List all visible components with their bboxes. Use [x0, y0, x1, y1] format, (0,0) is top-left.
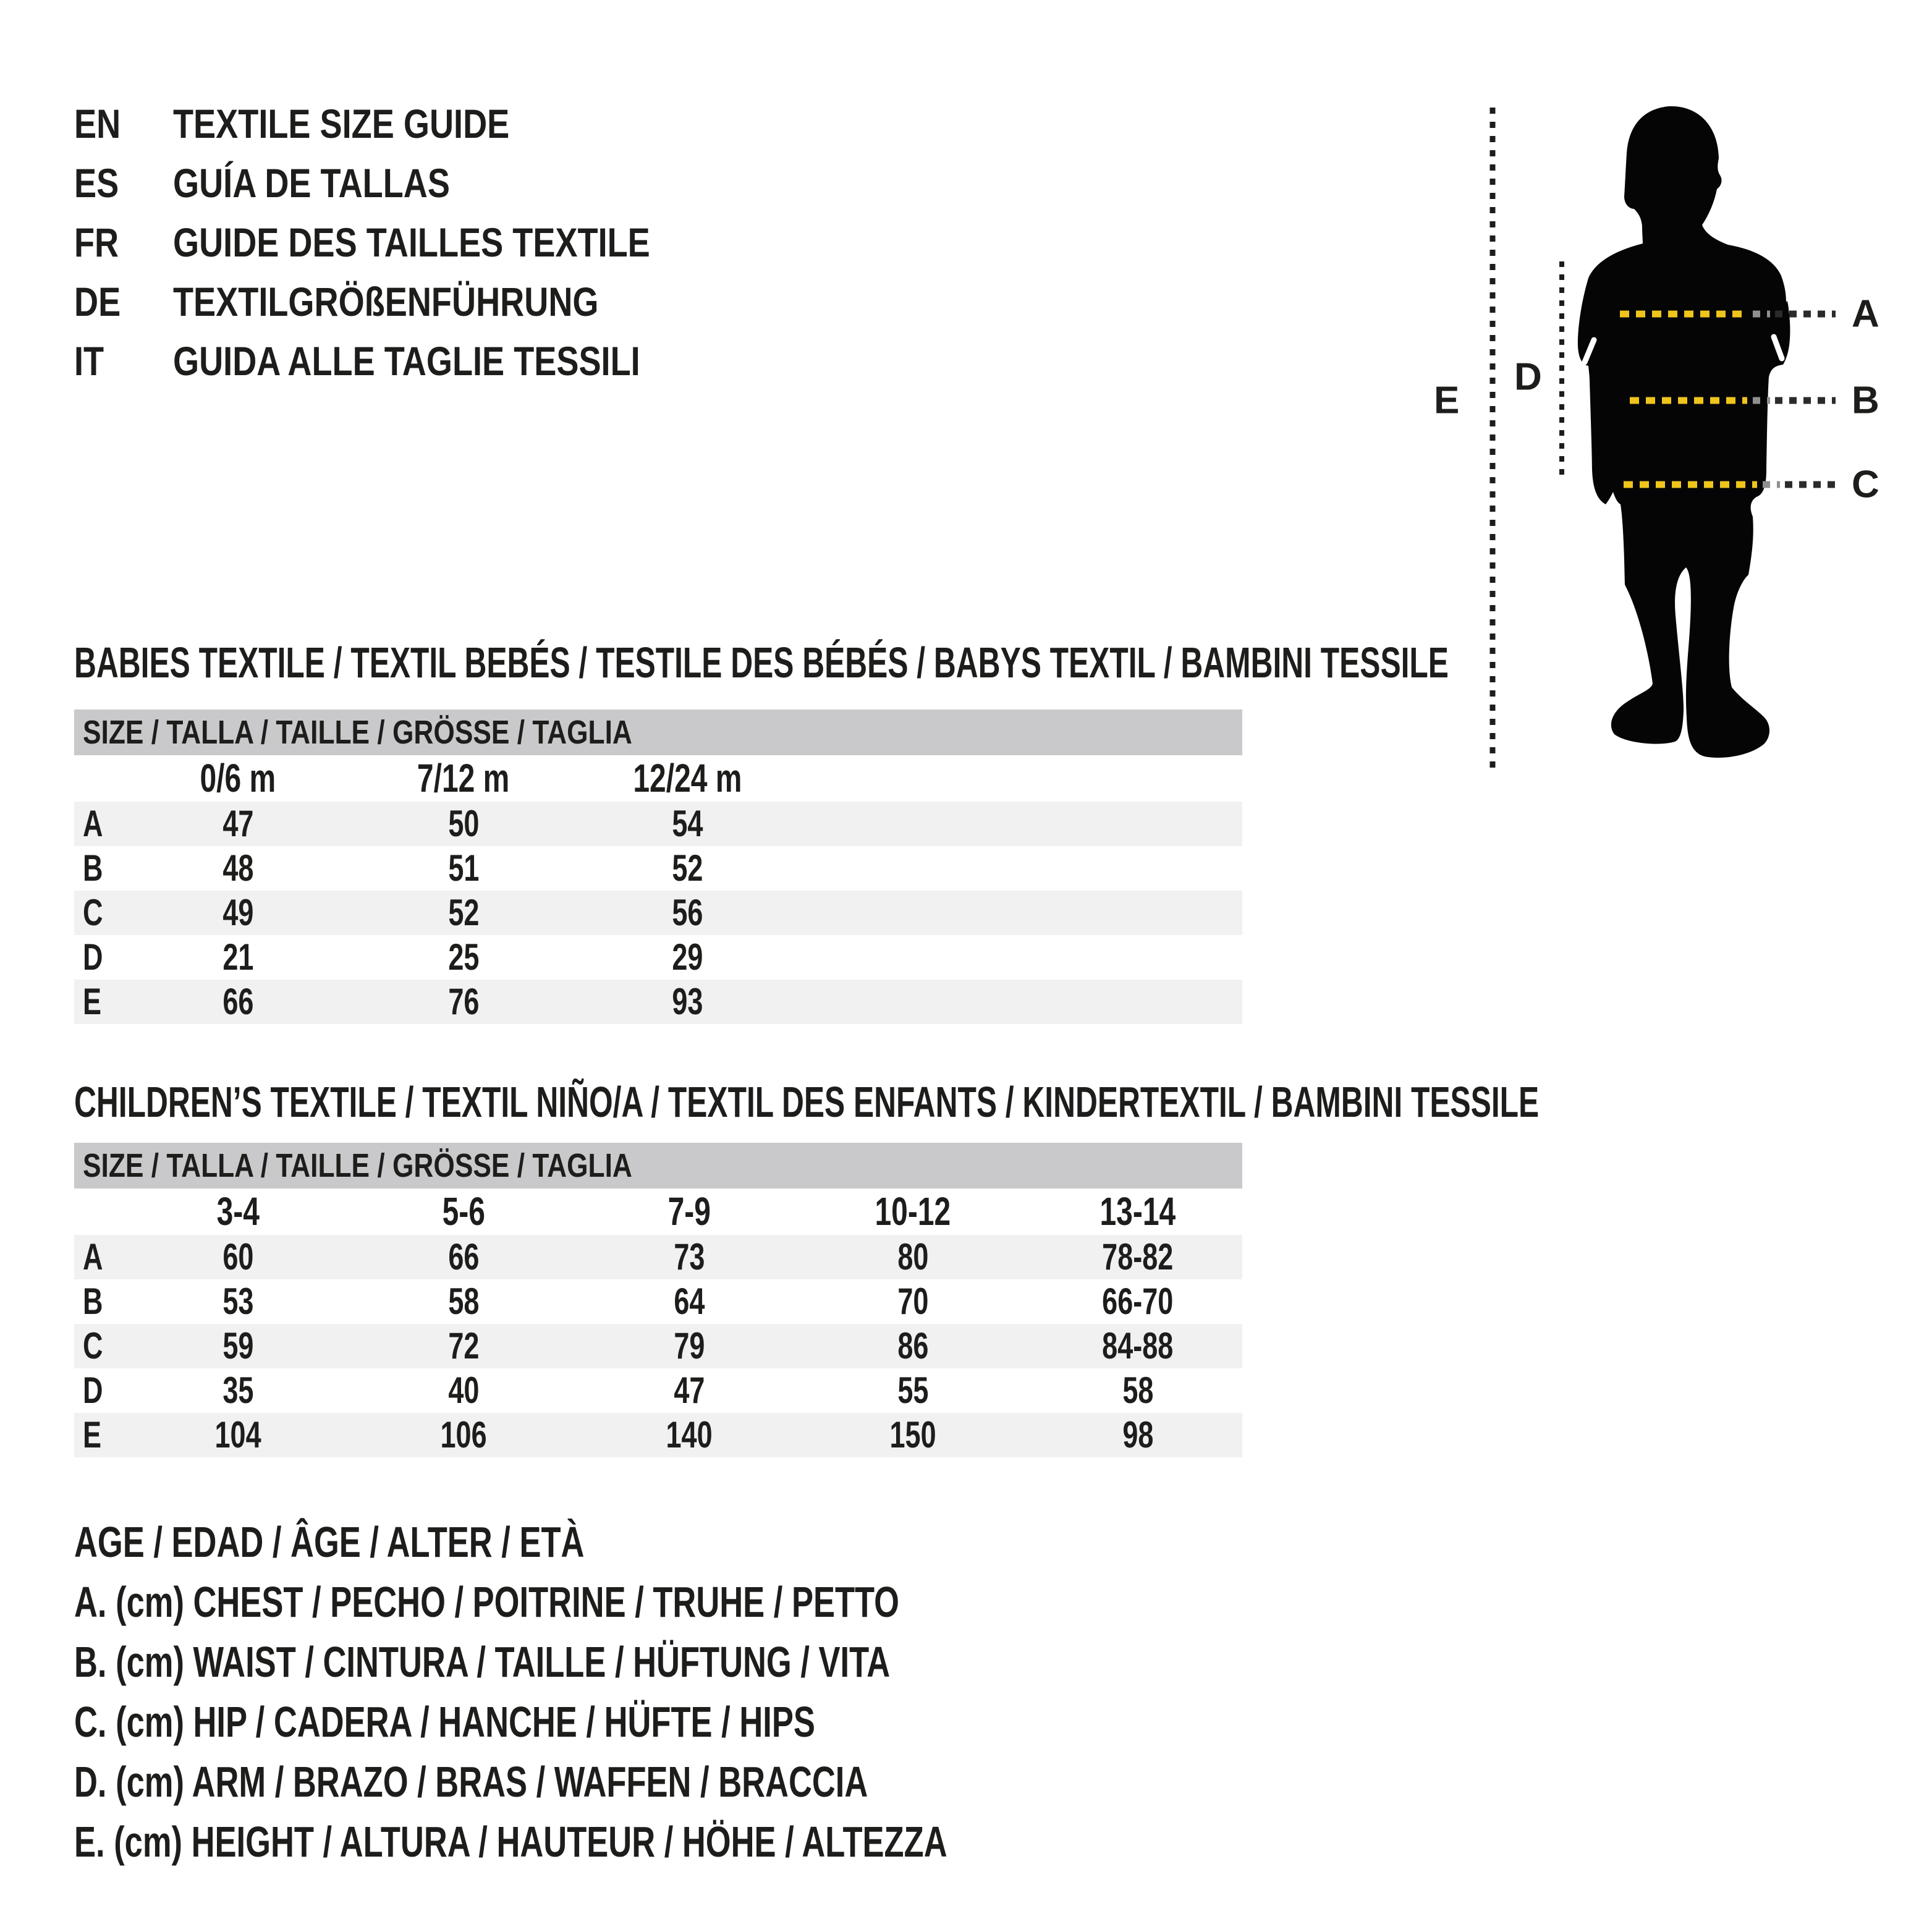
measure-label-e: E [1434, 379, 1460, 422]
table-cell: 84-88 [1102, 1325, 1174, 1366]
row-label: E [83, 981, 102, 1022]
table-cell: 29 [671, 936, 703, 978]
language-row [74, 153, 755, 213]
table-cell: 140 [666, 1414, 713, 1455]
table-cell: 98 [1122, 1414, 1154, 1455]
language-row [74, 94, 755, 153]
legend-line-waist: B. (cm) WAIST / CINTURA / TAILLE / HÜFTUNG / VITA [74, 1638, 891, 1686]
table-row [74, 802, 1242, 846]
table-cell: 150 [889, 1414, 936, 1455]
language-title: GUIDA ALLE TAGLIE TESSILI [173, 338, 640, 384]
language-row [74, 213, 755, 272]
table-row [74, 980, 1242, 1024]
legend-line-hip: C. (cm) HIP / CADERA / HANCHE / HÜFTE / HIPS [74, 1698, 815, 1746]
table-cell: 25 [447, 936, 480, 978]
language-title: GUIDE DES TAILLES TEXTILE [173, 219, 650, 265]
table-cell: 72 [447, 1325, 480, 1366]
measure-label-a: A [1852, 292, 1879, 336]
table-cell: 53 [222, 1281, 254, 1322]
children-section-heading: CHILDREN’S TEXTILE / TEXTIL NIÑO/A / TEXTIL DES ENFANTS / KINDERTEXTIL / BAMBINI TESSILE [74, 1078, 1540, 1126]
row-label: A [83, 1236, 103, 1277]
row-label: A [83, 803, 103, 844]
children-column-header-row [74, 1188, 1242, 1235]
table-cell: 54 [671, 803, 703, 844]
table-cell: 58 [447, 1281, 480, 1322]
babies-size-table [74, 710, 1242, 1024]
language-title: TEXTILGRÖßENFÜHRUNG [173, 279, 599, 324]
row-label: D [83, 1370, 103, 1411]
table-row [74, 1324, 1242, 1368]
row-label: E [83, 1414, 102, 1455]
table-cell: 66-70 [1102, 1281, 1174, 1322]
table-cell: 52 [447, 892, 480, 933]
table-row [74, 1235, 1242, 1279]
table-cell: 78-82 [1102, 1236, 1174, 1277]
table-cell: 49 [222, 892, 254, 933]
column-header: 10-12 [875, 1189, 951, 1234]
table-row [74, 1368, 1242, 1413]
language-row [74, 272, 755, 331]
table-cell: 35 [222, 1370, 254, 1411]
column-header: 12/24 m [632, 756, 742, 800]
table-cell: 21 [222, 936, 254, 978]
table-cell: 106 [440, 1414, 487, 1455]
row-label: B [83, 847, 103, 889]
language-title-list [74, 94, 755, 391]
table-cell: 59 [222, 1325, 254, 1366]
language-code: ES [74, 160, 119, 206]
babies-section-heading: BABIES TEXTILE / TEXTIL BEBÉS / TESTILE DES BÉBÉS / BABYS TEXTIL / BAMBINI TESSILE [74, 638, 1449, 687]
table-cell: 66 [447, 1236, 480, 1277]
table-cell: 86 [897, 1325, 929, 1366]
legend-line-age: AGE / EDAD / ÂGE / ALTER / ETÀ [74, 1518, 585, 1566]
language-title: GUÍA DE TALLAS [173, 160, 450, 206]
table-cell: 47 [222, 803, 254, 844]
table-row [74, 846, 1242, 891]
measure-label-b: B [1852, 379, 1879, 422]
measurement-figure [1409, 87, 1932, 803]
measure-label-c: C [1852, 463, 1879, 506]
corner-cell [74, 755, 136, 802]
measurement-legend [74, 1512, 1238, 1872]
column-header: 13-14 [1099, 1189, 1176, 1234]
corner-cell [74, 1188, 136, 1235]
table-cell: 55 [897, 1370, 929, 1411]
column-header: 5-6 [442, 1189, 485, 1234]
table-cell: 47 [673, 1370, 705, 1411]
table-cell: 104 [214, 1414, 261, 1455]
table-cell: 52 [671, 847, 703, 889]
table-cell: 93 [671, 981, 703, 1022]
legend-line-arm: D. (cm) ARM / BRAZO / BRAS / WAFFEN / BRACCIA [74, 1758, 868, 1806]
children-size-table [74, 1143, 1242, 1457]
table-cell: 60 [222, 1236, 254, 1277]
table-cell: 50 [447, 803, 480, 844]
table-cell: 58 [1122, 1370, 1154, 1411]
table-cell: 48 [222, 847, 254, 889]
table-row [74, 1279, 1242, 1324]
table-cell: 40 [447, 1370, 480, 1411]
row-label: C [83, 892, 103, 933]
language-code: DE [74, 279, 121, 324]
language-code: EN [74, 101, 121, 146]
language-title: TEXTILE SIZE GUIDE [173, 101, 510, 146]
row-label: D [83, 936, 103, 978]
row-label: C [83, 1325, 103, 1366]
table-cell: 70 [897, 1281, 929, 1322]
table-cell: 56 [671, 892, 703, 933]
language-code: FR [74, 219, 119, 265]
language-code: IT [74, 338, 104, 384]
children-size-header-bar: SIZE / TALLA / TAILLE / GRÖSSE / TAGLIA [74, 1143, 1242, 1188]
table-cell: 73 [673, 1236, 705, 1277]
table-row [74, 935, 1242, 980]
table-cell: 51 [447, 847, 480, 889]
table-cell: 66 [222, 981, 254, 1022]
language-row [74, 331, 755, 391]
babies-size-header-bar: SIZE / TALLA / TAILLE / GRÖSSE / TAGLIA [74, 710, 1242, 755]
row-label: B [83, 1281, 103, 1322]
table-cell: 64 [673, 1281, 705, 1322]
column-header: 3-4 [216, 1189, 260, 1234]
table-row [74, 1413, 1242, 1457]
measure-label-d: D [1514, 355, 1542, 399]
table-cell: 80 [897, 1236, 929, 1277]
column-header: 0/6 m [200, 756, 276, 800]
babies-column-header-row [74, 755, 1242, 802]
column-header: 7-9 [667, 1189, 711, 1234]
column-header: 7/12 m [417, 756, 510, 800]
table-cell: 79 [673, 1325, 705, 1366]
legend-line-height: E. (cm) HEIGHT / ALTURA / HAUTEUR / HÖHE / ALTEZZA [74, 1818, 947, 1866]
table-row [74, 891, 1242, 935]
legend-line-chest: A. (cm) CHEST / PECHO / POITRINE / TRUHE / PETTO [74, 1578, 900, 1626]
table-cell: 76 [447, 981, 480, 1022]
